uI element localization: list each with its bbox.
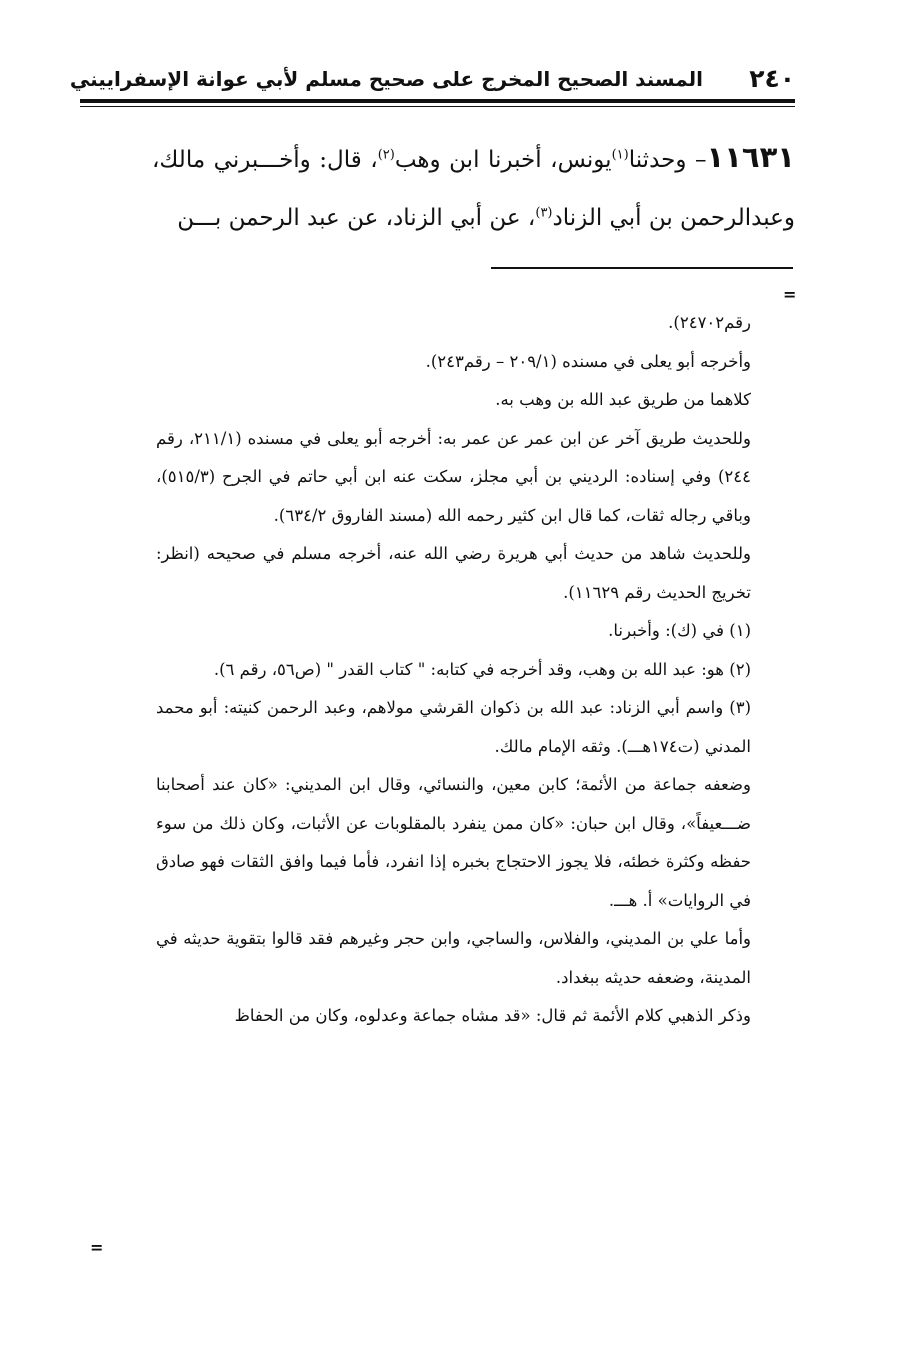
header-rule-thin bbox=[80, 106, 795, 107]
running-title: المسند الصحيح المخرج على صحيح مسلم لأبي عوانة الإسفراييني bbox=[69, 67, 703, 91]
footnote-ref-3: (٣) bbox=[535, 205, 553, 221]
main-text-segment: ، قال: وأخـــبرني مالك، وعبدالرحمن بن أبي الزناد bbox=[152, 147, 795, 231]
footnote-continuation: وللحديث طريق آخر عن ابن عمر عن عمر به: أخرجه أبو يعلى في مسنده (٢١١/١، رقم ٢٤٤) وفي إسناده: الرديني بن أبي مجلز، سكت عنه ابن أبي حاتم في الجرح (٥١٥/٣)، وباقي رجاله ثقات، كما قال ابن كثير رحمه الله (مسند الفاروق ٦٣٤/٢). bbox=[156, 428, 751, 525]
footnote-ref-1: (١) bbox=[611, 147, 629, 163]
main-text-segment: ، عن أبي الزناد، عن عبد الرحمن بـــن bbox=[177, 205, 536, 231]
continuation-mark-bottom: = bbox=[90, 1238, 104, 1257]
page-number: ٢٤٠ bbox=[749, 64, 795, 93]
main-text bbox=[152, 128, 795, 247]
footnote-continuation: وللحديث شاهد من حديث أبي هريرة رضي الله عنه، أخرجه مسلم في صحيحه (انظر: تخريج الحديث رقم ١١٦٢٩). bbox=[156, 544, 751, 602]
hadith-number: ١١٦٣١ bbox=[706, 140, 796, 174]
footnotes bbox=[156, 304, 751, 1036]
footnote-separator bbox=[491, 267, 793, 269]
footnote-3-paragraph: وأما علي بن المديني، والفلاس، والساجي، وابن حجر وغيرهم فقد قالوا بتقوية حديثه في المدينة، وضعفه حديثه ببغداد. bbox=[156, 929, 751, 987]
footnote-3-paragraph: وضعفه جماعة من الأئمة؛ كابن معين، والنسائي، وقال ابن المديني: «كان عند أصحابنا ضـــعيفاً»، وقال ابن حبان: «كان ممن ينفرد بالمقلوبات عن الأثبات، وكان ذلك من سوء حفظه وكثرة خطئه، فلا يجوز الاحتجاج بخبره إذا انفرد، فأما فيما وافق الثقات فهو صادق في الروايات» أ. هـــ. bbox=[156, 775, 751, 910]
header-rule-thick bbox=[80, 99, 795, 103]
footnote-continuation: وأخرجه أبو يعلى في مسنده (٢٠٩/١ – رقم٢٤٣). bbox=[425, 351, 751, 371]
footnote-3-paragraph: وذكر الذهبي كلام الأئمة ثم قال: «قد مشاه جماعة وعدلوه، وكان من الحفاظ bbox=[234, 1006, 751, 1025]
footnote-3: (٣) واسم أبي الزناد: عبد الله بن ذكوان القرشي مولاهم، وعبد الرحمن كنيته: أبو محمد المدني (ت١٧٤هـــ). وثقه الإمام مالك. bbox=[156, 698, 751, 756]
footnote-2: (٢) هو: عبد الله بن وهب، وقد أخرجه في كتابه: " كتاب القدر " (ص٥٦، رقم ٦). bbox=[213, 659, 751, 679]
hadith-paragraph bbox=[152, 128, 795, 247]
footnote-ref-2: (٢) bbox=[377, 147, 395, 163]
footnote-1: (١) في (ك): وأخبرنا. bbox=[608, 621, 751, 640]
main-text-segment: يونس، أخبرنا ابن وهب bbox=[394, 147, 612, 173]
footnote-continuation: كلاهما من طريق عبد الله بن وهب به. bbox=[495, 390, 751, 409]
page-header bbox=[69, 62, 795, 98]
footnote-continuation: رقم٢٤٧٠٢). bbox=[668, 313, 751, 332]
main-text-segment: – وحدثنا bbox=[628, 147, 707, 173]
continuation-mark-top: = bbox=[783, 285, 797, 304]
